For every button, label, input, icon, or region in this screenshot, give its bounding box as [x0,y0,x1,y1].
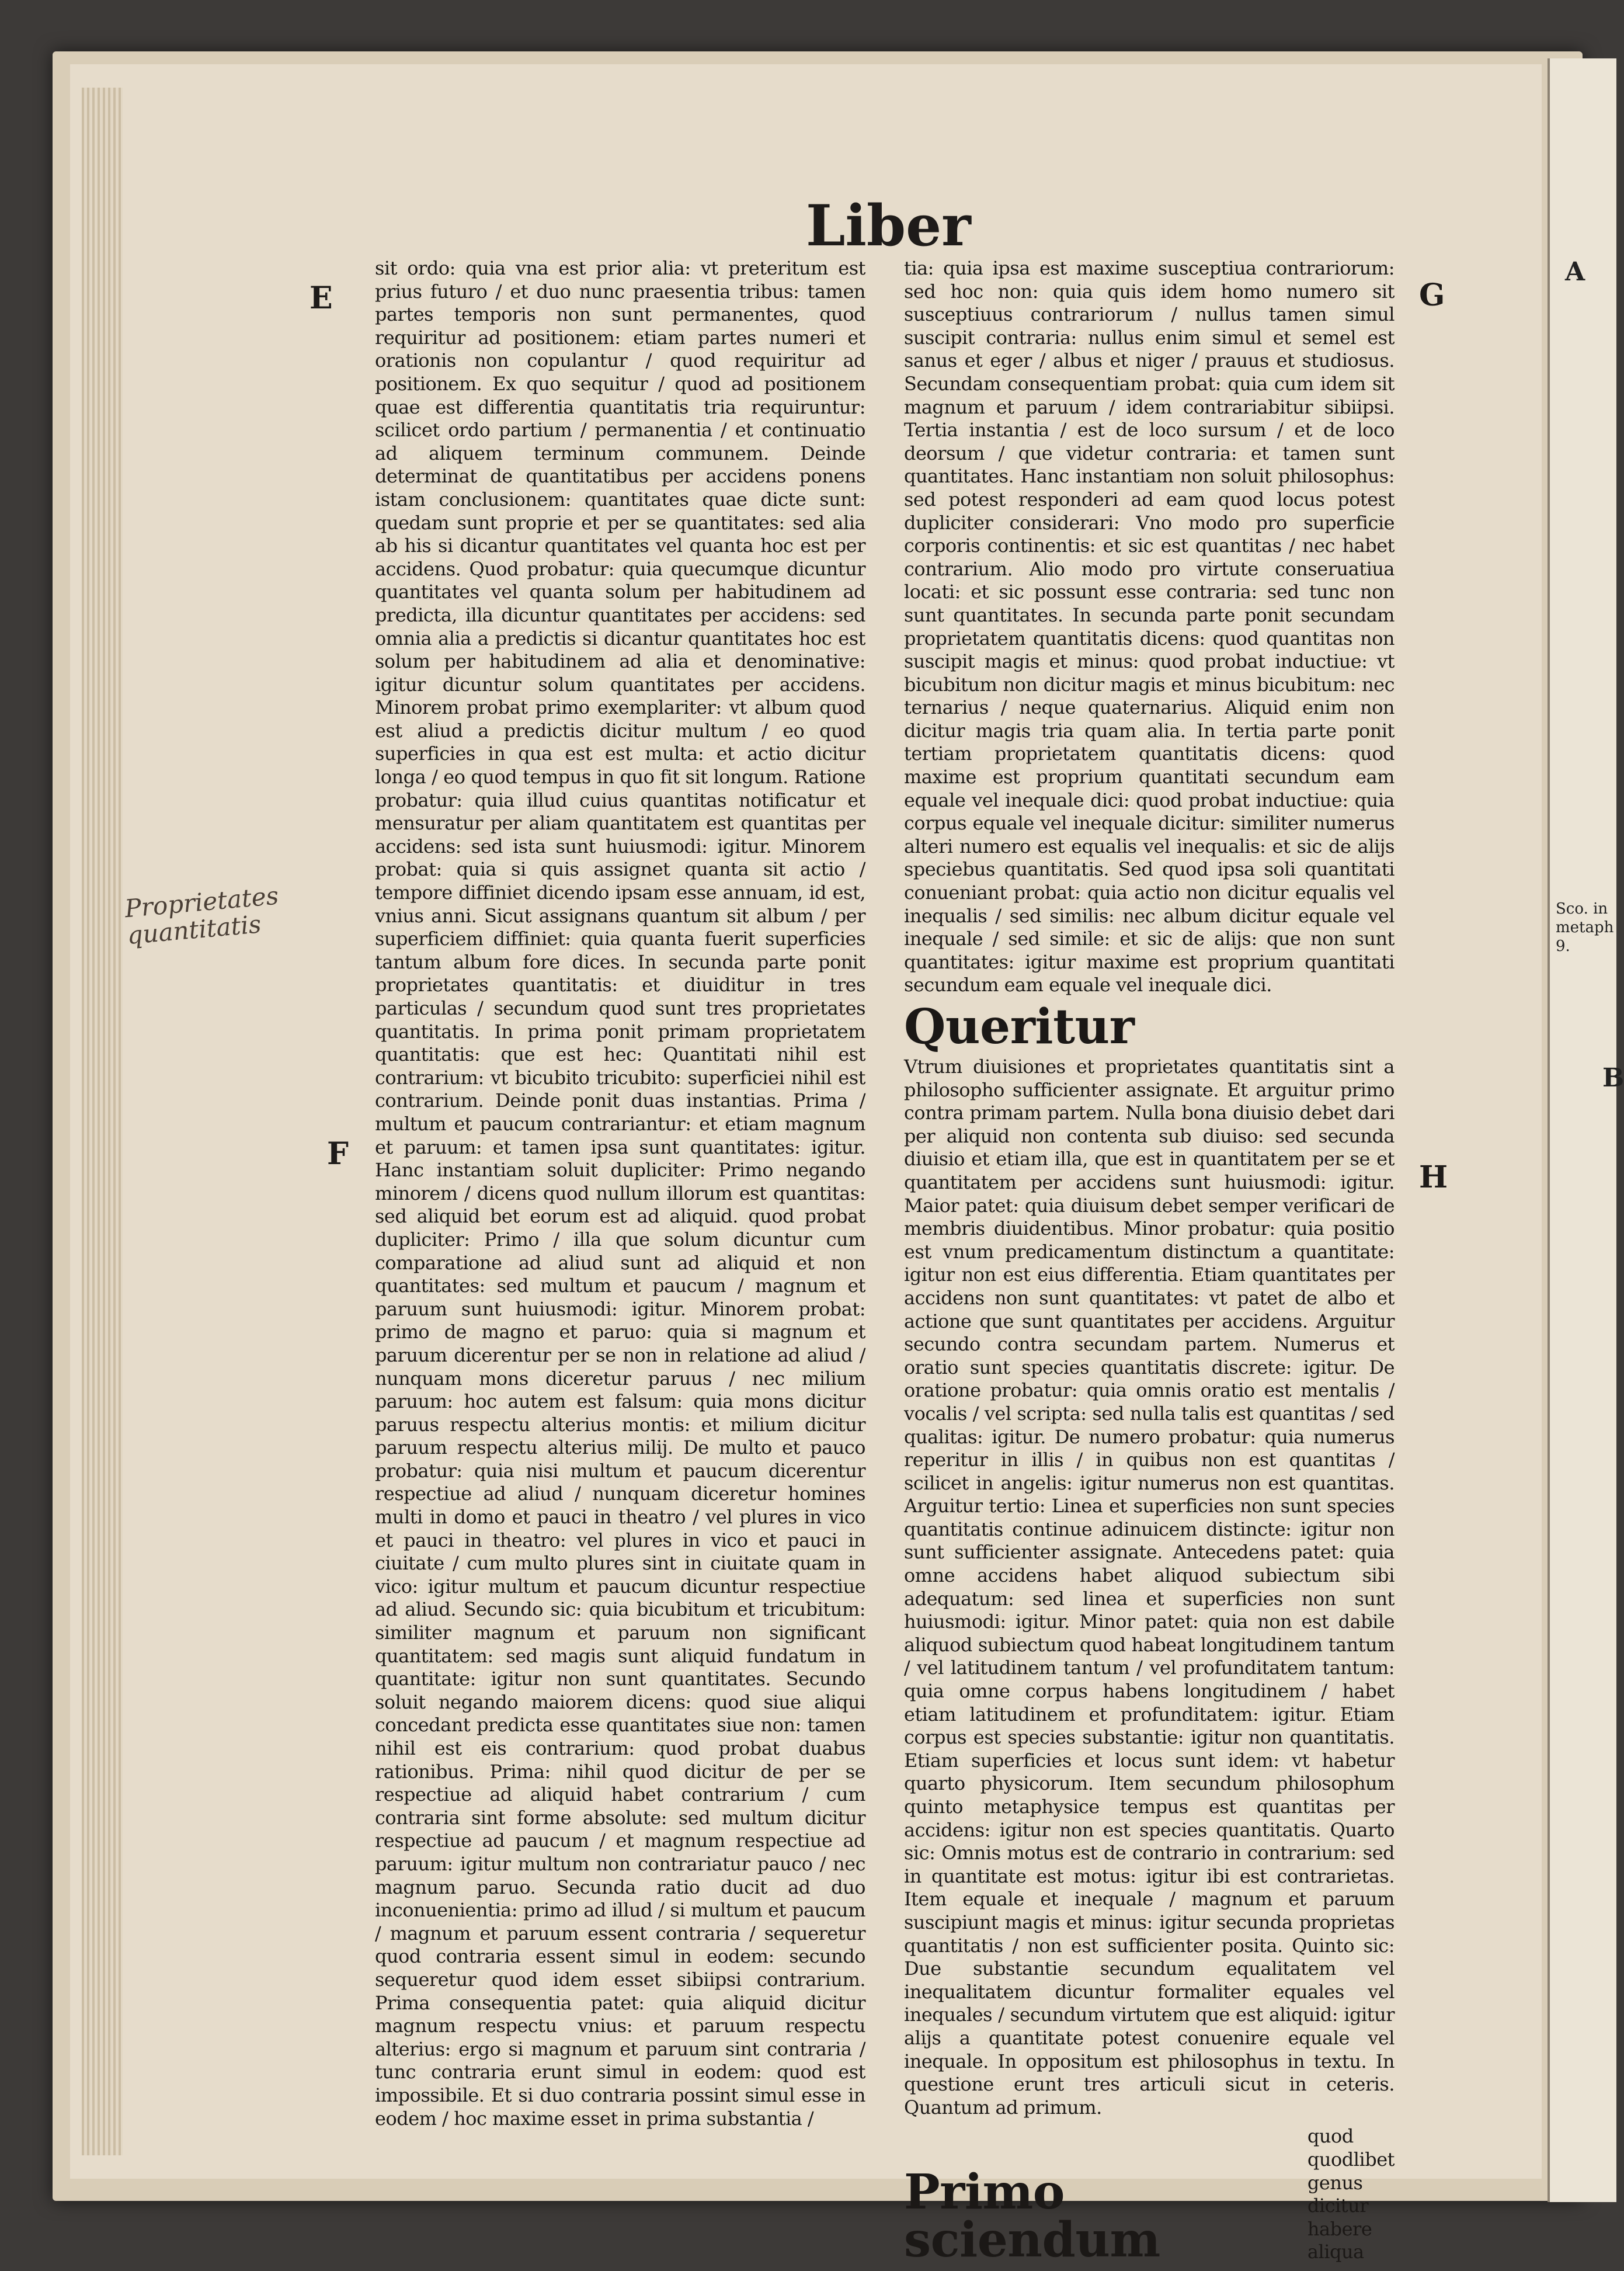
section-marker-f: F [327,1136,349,1172]
handwritten-marginalia: Proprietates quantitatis [123,881,280,950]
section-marker-g: G [1419,277,1445,313]
page-fore-edge [82,88,123,2155]
right-column-text: tia: quia ipsa est maxime susceptiua contrariorum: sed hoc non: quia quis idem homo numero sit susceptiuus contrariorum / nullus tamen simul suscipit contraria: nullus enim simul et semel est sanus et eger / albus et niger / prauus et studiosus. Secundam consequentiam probat: quia cum idem sit magnum et paruum / idem contrariabitur sibiipsi. Tertia instantia / est de loco sursum / et de loco deorsum / que videtur contraria: et tamen sunt quantitates. Hanc instantiam non soluit philosophus: sed potest responderi ad eam quod locus potest dupliciter considerari: Vno modo pro superficie corporis continentis: et sic est quantitas / nec habet contrarium. Alio modo pro virtute conseruatiua locati: et sic possunt esse contraria: sed tunc non sunt quantitates. In secunda parte ponit secundam proprietatem quantitatis dicens: quod quantitas non suscipit magis et minus: quod probat inductiue: vt bicubitum non dicitur magis et minus bicubitum: nec ternarius / neque quaternarius. Aliquid enim non dicitur magis tria quam alia. In tertia parte ponit tertiam proprietatem quantitatis dicens: quod maxime est proprium quantitati secundum eam equale vel inequale dici: quod probat inductiue: quia corpus equale vel inequale dicitur: similiter numerus alteri numero est equalis vel inequalis: et sic de alijs speciebus quantitatis. Sed quod ipsa soli quantitati conueniant probat: quia actio non dicitur equalis vel inequalis / sed similis: nec album dicitur equale vel inequale / sed simile: et sic de alijs: que non sunt quantitates: igitur maxime est proprium quantitati secundum eam equale vel inequale dici. [904,257,1395,996]
right-page-sliver [1548,58,1624,2202]
queritur-initial-word: Queritur [904,999,1135,1055]
primo-text: quod quodlibet genus dicitur habere aliqua [1307,2125,1395,2263]
primo-sciendum-word: Primo sciendum [904,2164,1160,2268]
queritur-text: Vtrum diuisiones et proprietates quantitatis sint a philosopho sufficienter assignate. Et arguitur primo contra primam partem. Nulla bona diuisio debet dari per aliquid non contenta sub diuiso: sed secunda diuisio et etiam illa, que est in quantitatem per se et quantitatem per accidens sunt huiusmodi: igitur. Maior patet: quia diuisum debet semper verificari de membris diuidentibus. Minor probatur: quia positio est vnum predicamentum distinctum a quantitate: igitur non est eius differentia. Etiam quantitates per accidens non sunt quantitates: vt patet de albo et actione que sunt quantitates per accidens. Arguitur secundo contra secundam partem. Numerus et oratio sunt species quantitatis discrete: igitur. De oratione probatur: quia omnis oratio est mentalis / vocalis / vel scripta: sed nulla talis est quantitas / sed qualitas: igitur. De numero probatur: quia numerus reperitur in illis / in quibus non est quantitas / scilicet in angelis: igitur numerus non est quantitas. Arguitur tertio: Linea et superficies non sunt species quantitatis continue adinuicem distincte: igitur non sunt sufficienter assignate. Antecedens patet: quia omne accidens habet aliquod subiectum sibi adequatum: sed linea et superficies non sunt huiusmodi: igitur. Minor patet: quia non est dabile aliquod subiectum quod habeat longitudinem tantum / vel latitudinem tantum / vel profunditatem tantum: quia omne corpus habens longitudinem / habet etiam latitudinem et profunditatem: igitur. Etiam corpus est species substantie: igitur non quantitatis. Etiam superficies et locus sunt idem: vt habetur quarto physicorum. Item secundum philosophum quinto metaphysice tempus est quantitas per accidens: igitur non est species quantitatis. Quarto sic: Omnis motus est de contrario in contrarium: sed in quantitate est motus: igitur ibi est contrarietas. Item equale et inequale / magnum et paruum suscipiunt magis et minus: igitur secunda proprietas quantitatis / non est sufficienter posita. Quinto sic: Due substantie secundum equalitatem vel inequalitatem dicuntur formaliter equales vel inequales / secundum virtutem que est aliquid: igitur alijs a quantitate potest conuenire equale vel inequale. In oppositum est philosophus in textu. In questione erunt tres articuli sicut in ceteris. Quantum ad primum. [904,1055,1395,2119]
right-text-column [904,257,1395,2268]
section-marker-e: E [310,280,333,316]
section-marker-h: H [1419,1159,1448,1195]
queritur-heading-line [904,999,1395,1055]
left-column-text: sit ordo: quia vna est prior alia: vt preteritum est prius futuro / et duo nunc praesentia tribus: tamen partes temporis non sunt permanentes, quod requiritur ad positionem: etiam partes numeri et orationis non copulantur / quod requiritur ad positionem. Ex quo sequitur / quod ad positionem quae est differentia quantitatis tria requiruntur: scilicet ordo partium / permanentia / et continuatio ad aliquem terminum communem. Deinde determinat de quantitatibus per accidens ponens istam conclusionem: quantitates quae dicte sunt: quedam sunt proprie et per se quantitates: sed alia ab his si dicantur quantitates vel quanta hoc est per accidens. Quod probatur: quia quecumque dicuntur quantitates vel quanta solum per habitudinem ad predicta, illa dicuntur quantitates per accidens: sed omnia alia a predictis si dicantur quantitates hoc est solum per habitudinem ad alia et denominative: igitur dicuntur solum quantitates per accidens. Minorem probat primo exemplariter: vt album quod est aliud a predictis dicitur multum / eo quod superficies in qua est est multa: et actio dicitur longa / eo quod tempus in quo fit sit longum. Ratione probatur: quia illud cuius quantitas notificatur et mensuratur per aliam quantitatem est quantitas per accidens: sed ista sunt huiusmodi: igitur. Minorem probat: quia si quis assignet quanta sit actio / tempore diffiniet dicendo ipsam esse annuam, id est, vnius anni. Sicut assignans quantum sit album / per superficiem diffiniet: quia quanta fuerit superficies tantum album fore dices. In secunda parte ponit proprietates quantitatis: et diuiditur in tres particulas / secundum quod sunt tres proprietates quantitatis. In prima ponit primam proprietatem quantitatis: que est hec: Quantitati nihil est contrarium: vt bicubito tricubito: superficiei nihil est contrarium. Deinde ponit duas instantias. Prima / multum et paucum contrariantur: et etiam magnum et paruum: et tamen ipsa sunt quantitates: igitur. Hanc instantiam soluit dupliciter: Primo negando minorem / dicens quod nullum illorum est quantitas: sed aliquid bet eorum est ad aliquid. quod probat dupliciter: Primo / illa que solum dicuntur cum comparatione ad aliud sunt ad aliquid et non quantitates: sed multum et paucum / magnum et paruum sunt huiusmodi: igitur. Minorem probat: primo de magno et paruo: quia si magnum et paruum dicerentur per se non in relatione ad aliud / nunquam mons diceretur paruus / nec milium paruum: hoc autem est falsum: quia mons dicitur paruus respectu alterius montis: et milium dicitur paruum respectu alterius milij. De multo et pauco probatur: quia nisi multum et paucum dicerentur respectiue ad aliud / nunquam diceretur homines multi in domo et pauci in theatro / vel plures in vico et pauci in theatro: vel plures in vico et pauci in ciuitate / cum multo plures sint in ciuitate quam in vico: igitur multum et paucum dicuntur respectiue ad aliud. Secundo sic: quia bicubitum et tricubitum: similiter magnum et paruum non significant quantitatem: sed magis sunt aliquid fundatum in quantitate: igitur non sunt quantitates. Secundo soluit negando maiorem dicens: quod siue aliqui concedant predicta esse quantitates siue non: tamen nihil est eis contrarium: quod probat duabus rationibus. Prima: nihil quod dicitur de per se respectiue ad aliquid habet contrarium / cum contraria sint forme absolute: sed multum dicitur respectiue ad paucum / et magnum respectiue ad paruum: igitur multum non contrariatur pauco / nec magnum paruo. Secunda ratio ducit ad duo inconuenientia: primo ad illud / si multum et paucum / magnum et paruum essent contraria / sequeretur quod contraria essent simul in eodem: secundo sequeretur quod idem esset sibiipsi contrarium. Prima consequentia patet: quia aliquid dicitur magnum respectu vnius: et paruum respectu alterius: ergo si magnum et paruum sint contraria / tunc contraria erunt simul in eodem: quod est impossibile. Et si duo contraria possint simul esse in eodem / hoc maxime esset in prima substantia / [375,257,865,2130]
right-sliver-letter-a: A [1565,257,1585,287]
right-sliver-letter-b: B [1602,1063,1624,1093]
primo-heading-line [904,2125,1395,2268]
running-head: Liber [806,193,971,259]
left-text-column [375,257,865,2155]
right-sliver-note: Sco. in metaph 9. [1556,900,1614,955]
